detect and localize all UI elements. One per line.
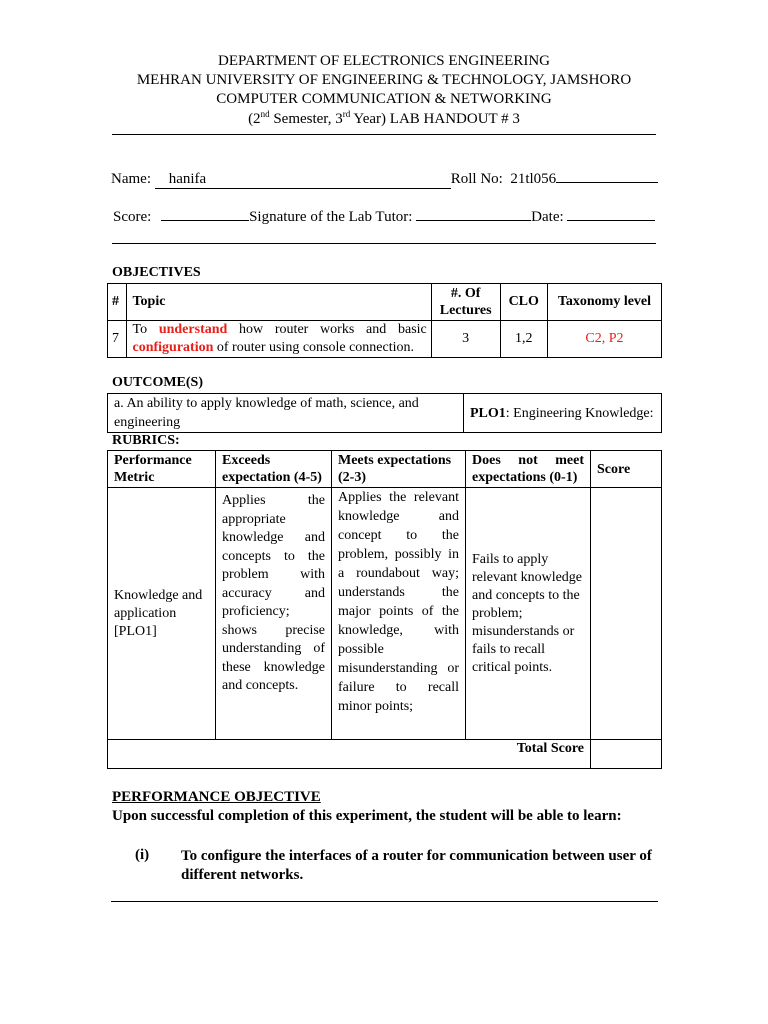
roll-field-line[interactable]: [556, 168, 658, 183]
score-field[interactable]: [161, 206, 249, 221]
rubrics-row: [108, 488, 662, 740]
lectures-value: 3: [431, 321, 500, 358]
col-num: #: [108, 284, 127, 321]
exceeds-cell: Applies the appropriate knowledge and concepts to the problem with accuracy and proficiency; shows precise understanding of these knowledge and concepts.: [216, 488, 332, 740]
outcome-heading: OUTCOME(S): [112, 375, 203, 390]
objectives-header-row: [108, 284, 662, 321]
rubrics-header-row: [108, 451, 662, 488]
performance-intro: Upon successful completion of this experiment, the student will be able to learn:: [112, 808, 622, 824]
total-row: [108, 740, 662, 769]
col-taxonomy: Taxonomy level: [547, 284, 661, 321]
col-exceeds: Exceeds expectation (4-5): [216, 451, 332, 488]
name-field[interactable]: hanifa: [155, 171, 451, 189]
university-title: MEHRAN UNIVERSITY OF ENGINEERING & TECHNOLOGY, JAMSHORO: [136, 72, 632, 88]
info-rule: [112, 243, 656, 244]
row-num: 7: [108, 321, 127, 358]
objective-item-marker: (i): [135, 847, 150, 863]
outcome-text: a. An ability to apply knowledge of math, science, and engineering: [108, 394, 464, 433]
meets-cell: Applies the relevant knowledge and concept to the problem, possibly in a roundabout way; understands the major points of the knowledge, with possible misunderstanding or failure to recall minor points;: [332, 488, 466, 740]
handout-title: (2nd Semester, 3rd Year) LAB HANDOUT # 3: [248, 109, 520, 127]
name-row: [111, 168, 658, 189]
total-score-cell[interactable]: [591, 740, 662, 769]
performance-heading: PERFORMANCE OBJECTIVE: [112, 789, 321, 805]
course-title: COMPUTER COMMUNICATION & NETWORKING: [216, 91, 552, 107]
metric-cell: Knowledge and application [PLO1]: [108, 488, 216, 740]
col-does-not-meet: Does not meet expectations (0-1): [466, 451, 591, 488]
clo-value: 1,2: [500, 321, 547, 358]
outcome-table: [107, 393, 662, 433]
date-label: Date:: [531, 209, 564, 225]
taxonomy-value: C2, P2: [547, 321, 661, 358]
topic-highlight-understand: understand: [158, 322, 228, 337]
col-clo: CLO: [500, 284, 547, 321]
footer-rule: [111, 901, 658, 902]
date-field[interactable]: [567, 206, 655, 221]
col-topic: Topic: [126, 284, 431, 321]
objectives-heading: OBJECTIVES: [112, 265, 201, 280]
score-label: Score:: [113, 209, 152, 225]
total-score-label: Total Score: [108, 740, 591, 769]
col-meets: Meets expectations (2-3): [332, 451, 466, 488]
signature-field[interactable]: [416, 206, 531, 221]
topic-highlight-configuration: configuration: [132, 340, 214, 355]
col-score: Score: [591, 451, 662, 488]
name-label: Name:: [111, 171, 151, 187]
outcome-plo: PLO1: Engineering Knowledge:: [464, 394, 662, 433]
rubrics-heading: RUBRICS:: [112, 433, 180, 448]
topic-cell: To understand how router works and basic configuration of router using console connection.: [126, 321, 431, 358]
score-row: [113, 206, 655, 226]
roll-label: Roll No:: [450, 171, 503, 187]
col-lectures: #. Of Lectures: [431, 284, 500, 321]
header-rule: [112, 134, 656, 135]
score-cell[interactable]: [591, 488, 662, 740]
rubrics-table: [107, 450, 662, 769]
col-performance-metric: Performance Metric: [108, 451, 216, 488]
outcome-row: [108, 394, 662, 433]
department-title: DEPARTMENT OF ELECTRONICS ENGINEERING: [217, 53, 551, 69]
objective-item-text: To configure the interfaces of a router for communication between user of different networks.: [181, 848, 652, 883]
does-not-meet-cell: Fails to apply relevant knowledge and concepts to the problem; misunderstands or fails to recall critical points.: [466, 488, 591, 740]
objectives-table: [107, 283, 662, 358]
roll-value[interactable]: 21tl056: [510, 171, 557, 187]
signature-label: Signature of the Lab Tutor:: [249, 209, 413, 225]
objectives-row: [108, 321, 662, 358]
